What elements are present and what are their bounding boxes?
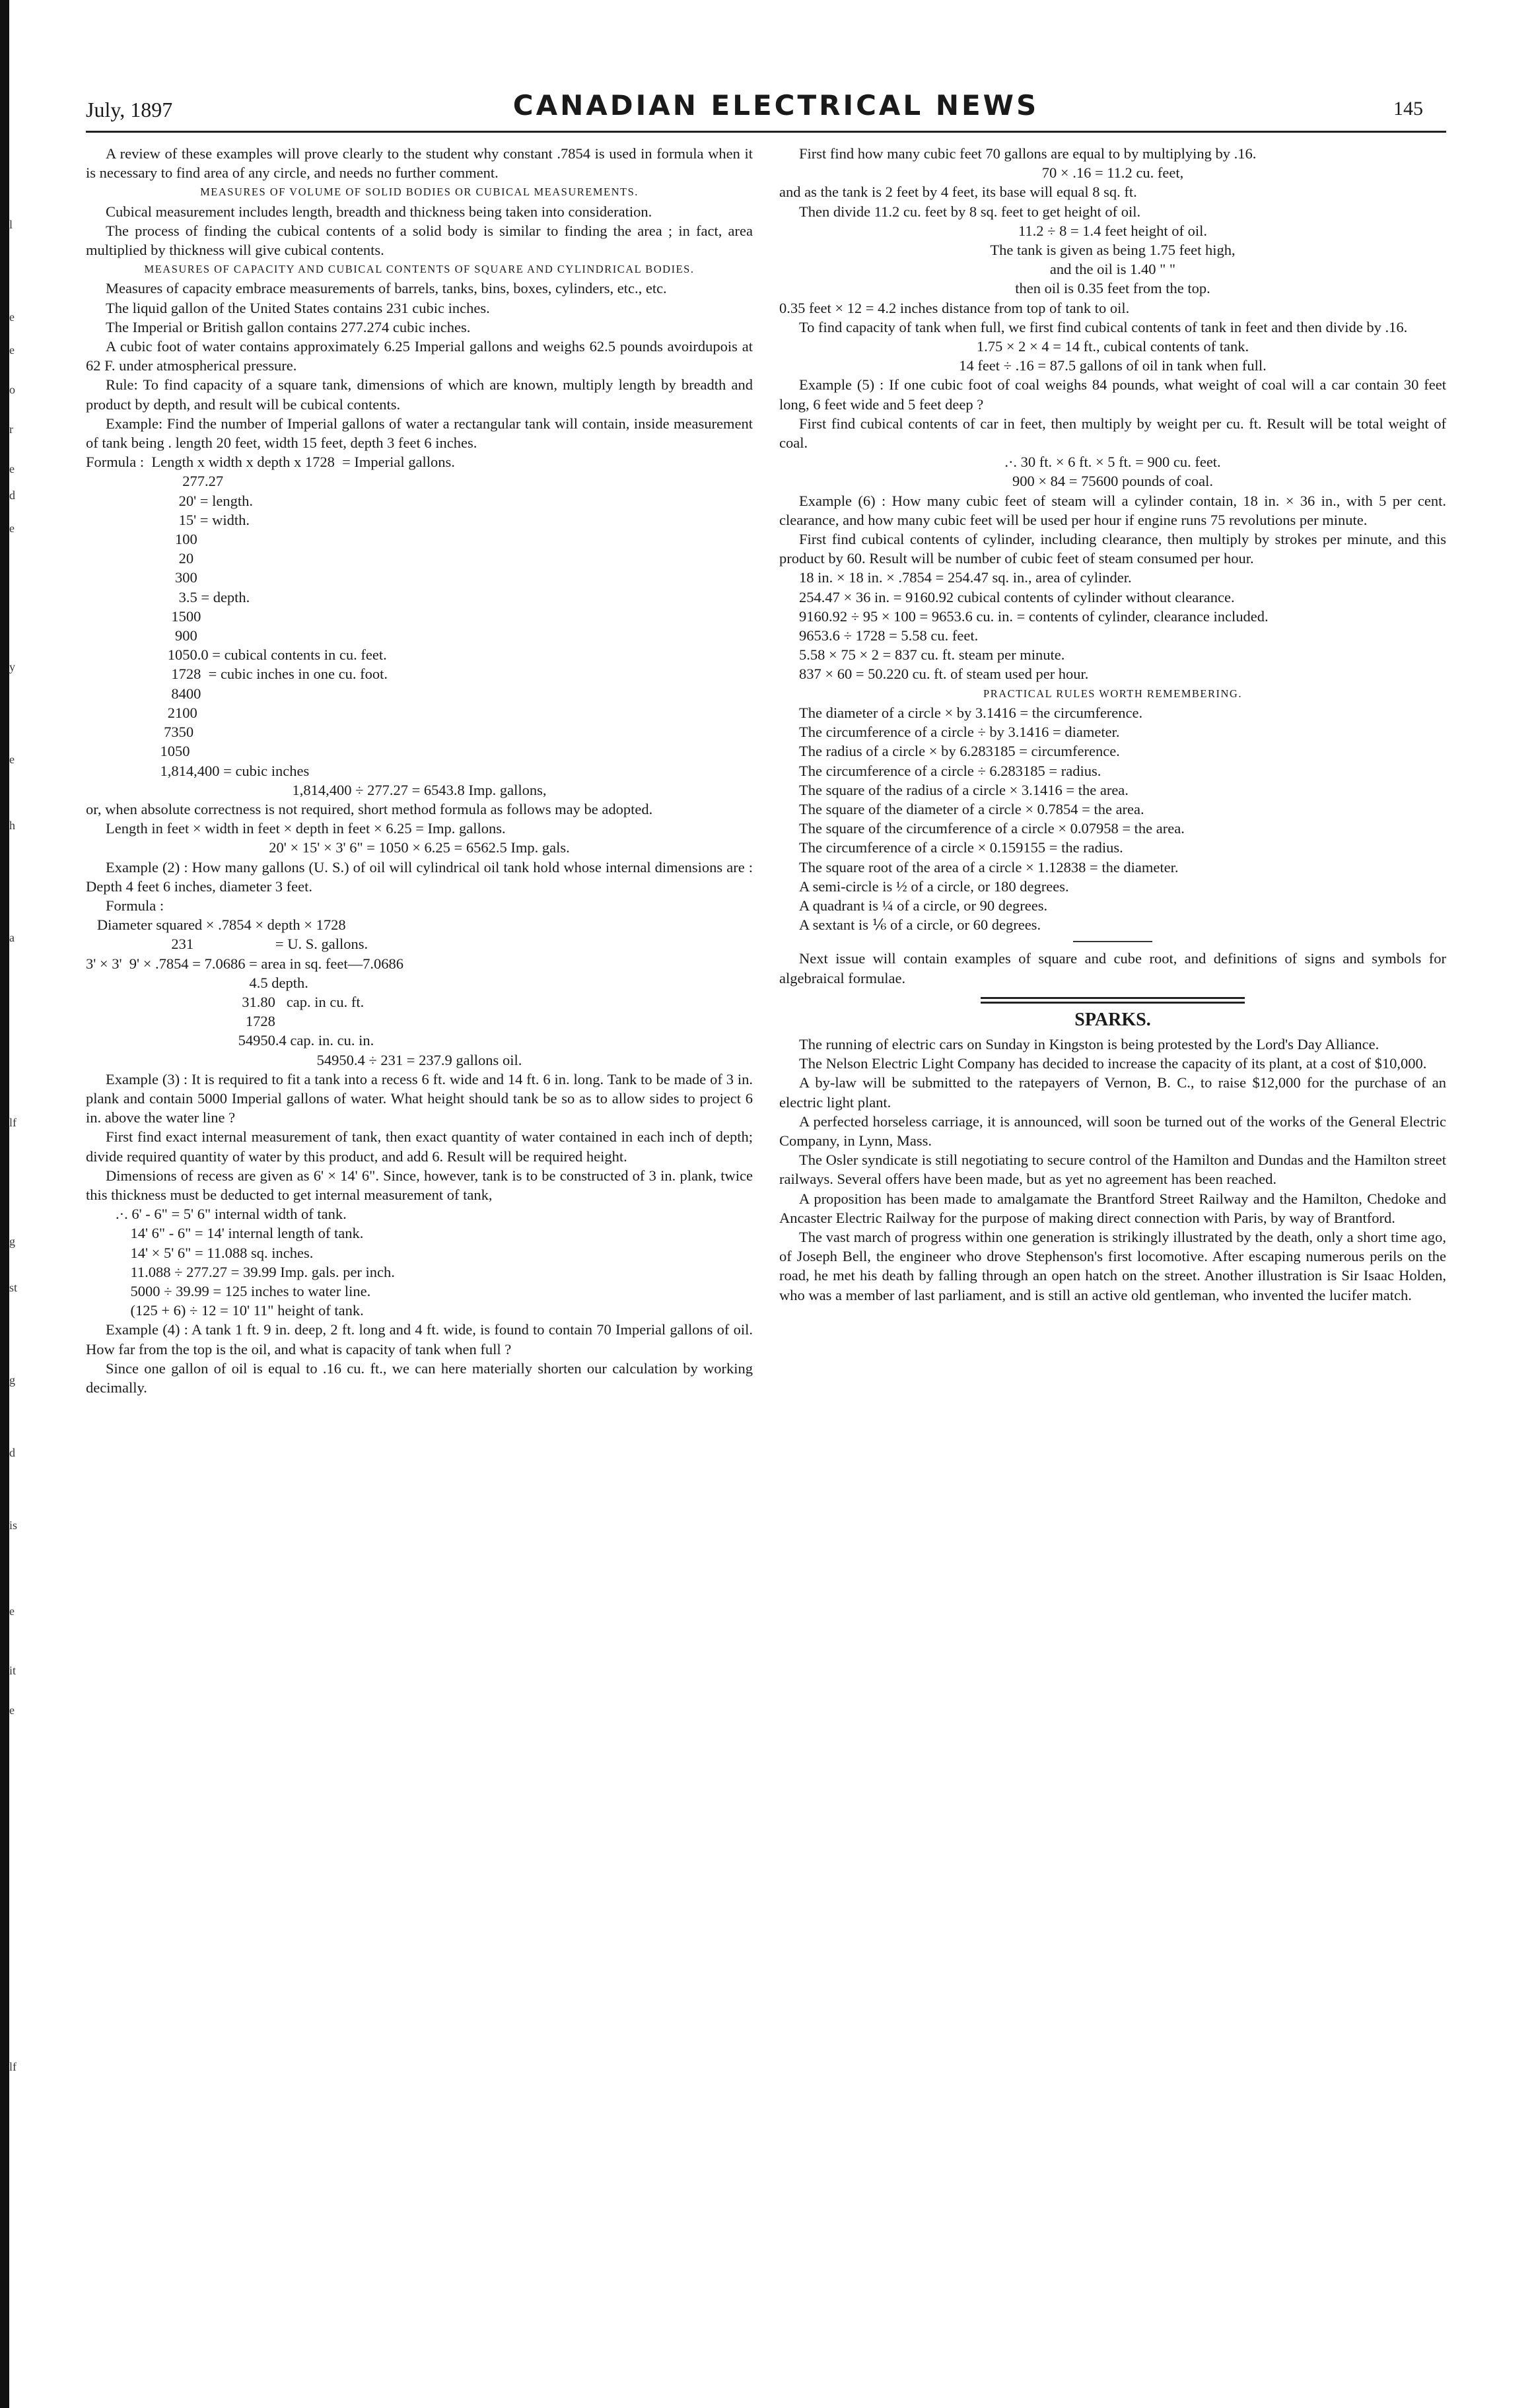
margin-fragment: e: [9, 753, 15, 766]
paragraph: The circumference of a circle ÷ by 3.1416 = diameter.: [799, 724, 1120, 741]
paragraph: The square root of the area of a circle × 1.12838 = the diameter.: [799, 858, 1179, 876]
paragraph: then oil is 0.35 feet from the top.: [1015, 280, 1210, 297]
paragraph: Measures of capacity embrace measurements of barrels, tanks, bins, boxes, cylinders, etc., etc.: [106, 280, 667, 297]
paragraph: First find cubical contents of cylinder, including clearance, then multiply by strokes per minute, and this product by 60. Result will be number of cubic feet of steam consumed per hour.: [779, 531, 1446, 567]
subheading: PRACTICAL RULES WORTH REMEMBERING.: [983, 687, 1242, 700]
paragraph: A perfected horseless carriage, it is announced, will soon be turned out of the works of the General Electric Company, in Lynn, Mass.: [779, 1113, 1446, 1149]
subheading: MEASURES OF VOLUME OF SOLID BODIES OR CUBICAL MEASUREMENTS.: [200, 186, 639, 199]
margin-fragment: o: [9, 383, 15, 396]
paragraph: The Osler syndicate is still negotiating to secure control of the Hamilton and Dundas and the Hamilton street railways. Several offers have been made, but as yet no agreement has been reached.: [779, 1152, 1446, 1188]
paragraph: The tank is given as being 1.75 feet high,: [990, 242, 1236, 259]
paragraph: Example: Find the number of Imperial gallons of water a rectangular tank will contain, inside measurement of tank being . length 20 feet, width 15 feet, depth 3 feet 6 inches.: [86, 415, 753, 452]
paragraph: Example (2) : How many gallons (U. S.) of oil will cylindrical oil tank hold whose internal dimensions are : Depth 4 feet 6 inches, diameter 3 feet.: [86, 858, 753, 895]
paragraph: The Imperial or British gallon contains 277.274 cubic inches.: [106, 318, 471, 335]
paragraph: The square of the diameter of a circle × 0.7854 = the area.: [799, 800, 1144, 817]
paragraph: 900 × 84 = 75600 pounds of coal.: [1012, 473, 1214, 490]
left-column: [86, 144, 753, 1397]
paragraph: 9160.92 ÷ 95 × 100 = 9653.6 cu. in. = contents of cylinder, clearance included.: [799, 607, 1269, 625]
paragraph: 1,814,400 ÷ 277.27 = 6543.8 Imp. gallons,: [292, 781, 547, 798]
paragraph: Cubical measurement includes length, breadth and thickness being taken into consideration.: [106, 203, 652, 220]
paragraph: 9653.6 ÷ 1728 = 5.58 cu. feet.: [799, 627, 979, 644]
margin-fragment: st: [9, 1281, 18, 1294]
section-rule: [1073, 941, 1152, 942]
margin-fragment: e: [9, 310, 15, 324]
paragraph: A quadrant is ¼ of a circle, or 90 degrees.: [799, 897, 1048, 914]
paragraph: The radius of a circle × by 6.283185 = circumference.: [799, 743, 1120, 760]
right-column: [779, 144, 1446, 1305]
paragraph: Since one gallon of oil is equal to .16 cu. ft., we can here materially shorten our calculation by working decimally.: [86, 1359, 753, 1396]
margin-fragment: g: [9, 1235, 15, 1248]
paragraph: 1.75 × 2 × 4 = 14 ft., cubical contents of tank.: [976, 338, 1249, 355]
paragraph: and the oil is 1.40 " ": [1049, 261, 1176, 278]
paragraph: 837 × 60 = 50.220 cu. ft. of steam used per hour.: [799, 666, 1089, 683]
paragraph: Example (5) : If one cubic foot of coal weighs 84 pounds, what weight of coal will a car contain 30 feet long, 6 feet wide and 5 feet deep ?: [779, 376, 1446, 413]
paragraph: Next issue will contain examples of square and cube root, and definitions of signs and symbols for algebraical formulae.: [779, 950, 1446, 986]
paragraph: .·. 30 ft. × 6 ft. × 5 ft. = 900 cu. feet.: [1004, 454, 1221, 471]
margin-fragment: a: [9, 931, 15, 944]
paragraph: Rule: To find capacity of a square tank, dimensions of which are known, multiply length by breadth and product by depth, and result will be cubical contents.: [86, 376, 753, 413]
header-rule: [86, 131, 1446, 133]
paragraph: 70 × .16 = 11.2 cu. feet,: [1041, 164, 1184, 182]
paragraph: Length in feet × width in feet × depth in feet × 6.25 = Imp. gallons.: [106, 820, 506, 837]
margin-fragment: d: [9, 1446, 15, 1459]
paragraph: The Nelson Electric Light Company has decided to increase the capacity of its plant, at a cost of $10,000.: [799, 1055, 1427, 1072]
page-number: 145: [1393, 98, 1423, 120]
paragraph: The process of finding the cubical contents of a solid body is similar to finding the area ; in fact, area multiplied by thickness will give cubical contents.: [86, 222, 753, 259]
binding-edge: [0, 0, 9, 2408]
margin-fragment: lf: [9, 1116, 17, 1129]
paragraph: Formula :: [106, 897, 164, 914]
paragraph: The running of electric cars on Sunday in Kingston is being protested by the Lord's Day Alliance.: [799, 1035, 1379, 1052]
masthead-title: CANADIAN ELECTRICAL NEWS: [512, 89, 1039, 121]
margin-fragment: e: [9, 522, 15, 535]
paragraph: The square of the circumference of a circle × 0.07958 = the area.: [799, 820, 1185, 837]
margin-fragment: r: [9, 423, 13, 436]
paragraph: First find exact internal measurement of tank, then exact quantity of water contained in each inch of depth; divide required quantity of water by this product, and add 6. Result will be required height.: [86, 1128, 753, 1165]
paragraph: 18 in. × 18 in. × .7854 = 254.47 sq. in., area of cylinder.: [799, 569, 1132, 586]
margin-fragment: lf: [9, 2060, 17, 2073]
margin-fragment: l: [9, 218, 13, 231]
margin-fragment: y: [9, 660, 15, 673]
margin-fragment: d: [9, 489, 15, 502]
paragraph: Example (6) : How many cubic feet of steam will a cylinder contain, 18 in. × 36 in., with 5 per cent. clearance, and how many cubic feet will be used per hour if engine runs 75 revolutions per minute.: [779, 492, 1446, 528]
paragraph: or, when absolute correctness is not required, short method formula as follows may be adopted.: [86, 800, 653, 817]
paragraph: The vast march of progress within one generation is strikingly illustrated by the death, only a short time ago, of Joseph Bell, the engineer who drove Stephenson's first locomotive. After escaping numerous perils on the road, he met his death by falling through an open hatch on the street. Another illustration is Sir Isaac Holden, who was a member of last parliament, and is still an active old gentleman, who invented the lucifer match.: [779, 1228, 1446, 1303]
paragraph: 5.58 × 75 × 2 = 837 cu. ft. steam per minute.: [799, 646, 1065, 664]
margin-fragment: e: [9, 1604, 15, 1618]
margin-fragment: e: [9, 462, 15, 475]
calculation-block: Diameter squared × .7854 × depth × 1728 231 = U. S. gallons. 3' × 3' 9' × .7854 = 7.0686 = area in sq. feet—7.0686 4.5 depth. 31.80 cap. in cu. ft. 1728 54950.4 cap. in. cu. in.: [86, 916, 403, 1049]
margin-fragment: e: [9, 1703, 15, 1717]
calculation-block: Formula : Length x width x depth x 1728 = Imperial gallons. 277.27 20' = length. 15' = width. 100 20 300 3.5 = depth. 1500 900 1050.0 = cubical contents in cu. feet. 1728 = cubic inches in one cu. foot. 8400 2100 7350 1050 1,814,400 = cubic inches: [86, 454, 455, 779]
section-title: SPARKS.: [1074, 1009, 1151, 1030]
paragraph: A by-law will be submitted to the ratepayers of Vernon, B. C., to raise $12,000 for the purchase of an electric light plant.: [779, 1074, 1446, 1111]
paragraph: A cubic foot of water contains approximately 6.25 Imperial gallons and weighs 62.5 pounds avoirdupois at 62 F. under atmospherical pressure.: [86, 338, 753, 374]
margin-fragment: g: [9, 1373, 15, 1387]
paragraph: Then divide 11.2 cu. feet by 8 sq. feet to get height of oil.: [799, 203, 1141, 220]
paragraph: Example (3) : It is required to fit a tank into a recess 6 ft. wide and 14 ft. 6 in. long. Tank to be made of 3 in. plank and contain 5000 Imperial gallons of water. What height should tank be so as to allow sides to project 6 in. above the water line ?: [86, 1070, 753, 1126]
paragraph: A sextant is ⅙ of a circle, or 60 degrees.: [799, 916, 1041, 934]
calculation-block: .·. 6' - 6" = 5' 6" internal width of tank. 14' 6" - 6" = 14' internal length of tank. 14' × 5' 6" = 11.088 sq. inches. 11.088 ÷ 277.27 = 39.99 Imp. gals. per inch. 5000 ÷ 39.99 = 125 inches to water line. (125 + 6) ÷ 12 = 10' 11" height of tank.: [116, 1206, 395, 1319]
margin-fragment: it: [9, 1664, 17, 1677]
paragraph: 0.35 feet × 12 = 4.2 inches distance from top of tank to oil.: [779, 299, 1130, 316]
margin-fragment: is: [9, 1519, 18, 1532]
paragraph: First find how many cubic feet 70 gallons are equal to by multiplying by .16.: [799, 145, 1257, 162]
paragraph: The liquid gallon of the United States contains 231 cubic inches.: [106, 299, 490, 316]
paragraph: The circumference of a circle × 0.159155 = the radius.: [799, 839, 1123, 856]
paragraph: First find cubical contents of car in feet, then multiply by weight per cu. ft. Result will be total weight of coal.: [779, 415, 1446, 452]
paragraph: The circumference of a circle ÷ 6.283185 = radius.: [799, 762, 1101, 779]
paragraph: A semi-circle is ½ of a circle, or 180 degrees.: [799, 877, 1069, 895]
paragraph: The diameter of a circle × by 3.1416 = the circumference.: [799, 704, 1143, 721]
subheading: MEASURES OF CAPACITY AND CUBICAL CONTENTS OF SQUARE AND CYLINDRICAL BODIES.: [144, 263, 695, 276]
paragraph: To find capacity of tank when full, we first find cubical contents of tank in feet and then divide by .16.: [799, 318, 1408, 335]
paragraph: The square of the radius of a circle × 3.1416 = the area.: [799, 781, 1129, 798]
double-rule: [981, 997, 1245, 1004]
margin-fragment: e: [9, 343, 15, 357]
paragraph: 254.47 × 36 in. = 9160.92 cubical contents of cylinder without clearance.: [799, 588, 1235, 605]
paragraph: Dimensions of recess are given as 6' × 14' 6". Since, however, tank is to be constructed of 3 in. plank, twice this thickness must be deducted to get internal measurement of tank,: [86, 1167, 753, 1203]
issue-date: July, 1897: [86, 98, 173, 121]
margin-fragment: h: [9, 819, 15, 832]
paragraph: 20' × 15' × 3' 6" = 1050 × 6.25 = 6562.5 Imp. gals.: [269, 839, 570, 856]
paragraph: and as the tank is 2 feet by 4 feet, its base will equal 8 sq. ft.: [779, 184, 1137, 201]
paragraph: 54950.4 ÷ 231 = 237.9 gallons oil.: [316, 1051, 522, 1068]
paragraph: A review of these examples will prove clearly to the student why constant .7854 is used in formula when it is necessary to find area of any circle, and needs no further comment.: [86, 145, 753, 182]
paragraph: 14 feet ÷ .16 = 87.5 gallons of oil in tank when full.: [959, 357, 1267, 374]
paragraph: 11.2 ÷ 8 = 1.4 feet height of oil.: [1018, 222, 1208, 239]
paragraph: Example (4) : A tank 1 ft. 9 in. deep, 2 ft. long and 4 ft. wide, is found to contain 70 Imperial gallons of oil. How far from the top is the oil, and what is capacity of tank when full ?: [86, 1321, 753, 1358]
paragraph: A proposition has been made to amalgamate the Brantford Street Railway and the Hamilton, Chedoke and Ancaster Electric Railway for the purpose of making direct connection with Paris, by way of Brantford.: [779, 1190, 1446, 1226]
